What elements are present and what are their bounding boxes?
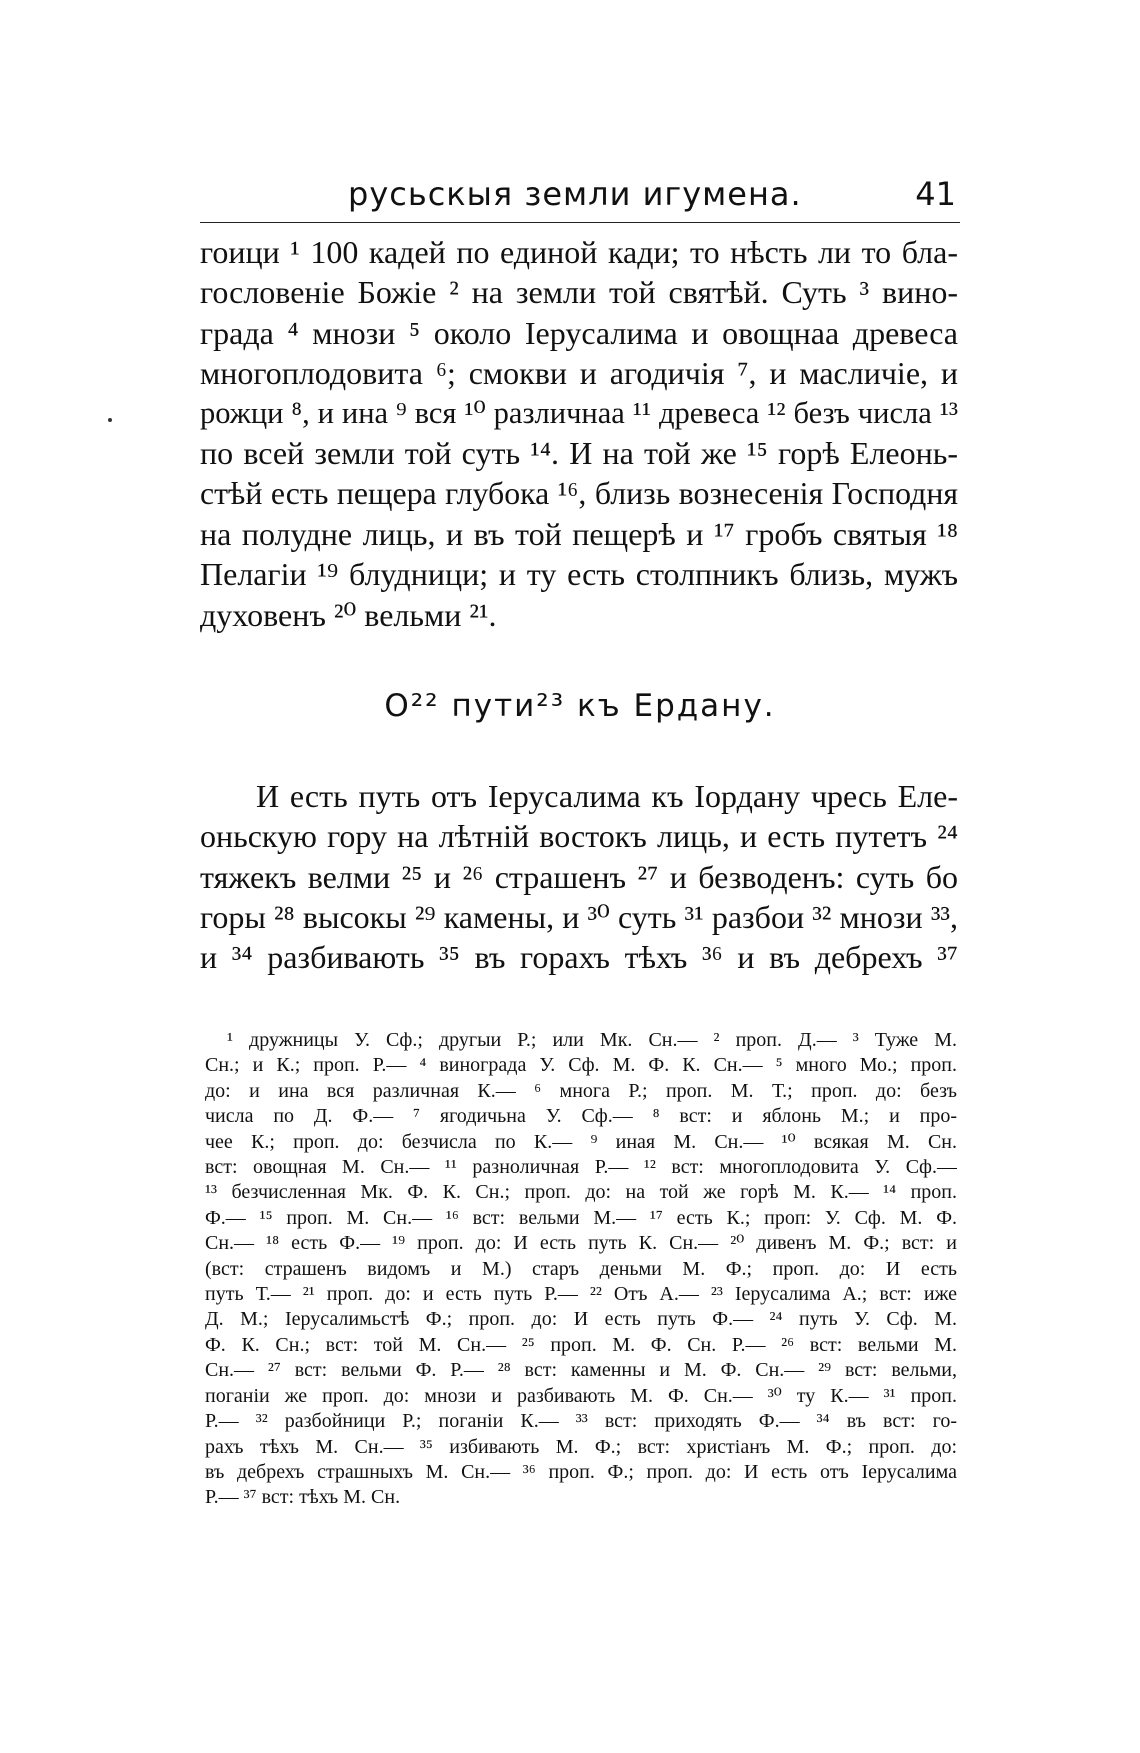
paragraph-2 [200, 776, 958, 977]
footnote-line: Сн.— ²⁷ вст: вельми Ф. Р.— ²⁸ вст: каменны и М. Ф. Сн.— ²⁹ вст: вельми, [205, 1359, 957, 1382]
text-line: горы ²⁸ высокы ²⁹ камены, и ³⁰ суть ³¹ разбои ³² мнози ³³, [200, 898, 958, 935]
running-header [200, 172, 960, 224]
running-title: русьскыя земли игумена. [348, 175, 802, 213]
paragraph-1 [200, 232, 958, 635]
footnote-line: Ф.— ¹⁵ проп. М. Сн.— ¹⁶ вст: вельми М.— ¹⁷ есть К.; проп: У. Сф. М. Ф. [205, 1206, 957, 1229]
footnote-line: путь Т.— ²¹ проп. до: и есть путь Р.— ²² Отъ А.— ²³ Іерусалима А.; вст: иже [205, 1283, 957, 1306]
footnote-line: до: и ина вся различная К.— ⁶ многа Р.; проп. М. Т.; проп. до: безъ [205, 1079, 957, 1102]
footnote-line: ¹³ безчисленная Мк. Ф. К. Сн.; проп. до: на той же горѣ М. К.— ¹⁴ проп. [205, 1181, 957, 1204]
footnote-line: поганіи же проп. до: мнози и разбивають М. Ф. Сн.— ³⁰ ту К.— ³¹ проп. [205, 1384, 957, 1407]
footnote-line: Р.— ³⁷ вст: тѣхъ М. Сн. [205, 1486, 401, 1509]
text-line: Пелагіи ¹⁹ блудници; и ту есть столпникъ близь, мужъ [200, 556, 958, 593]
footnotes [205, 1028, 957, 1511]
section-heading: О²² пути²³ къ Ердану. [384, 688, 776, 724]
header-rule [200, 222, 960, 223]
text-line: стѣй есть пещера глубока ¹⁶, близь вознесенія Господня [200, 475, 958, 511]
footnote-line: Р.— ³² разбойници Р.; поганіи К.— ³³ вст: приходять Ф.— ³⁴ въ вст: го- [205, 1410, 957, 1433]
text-line: духовенъ ²⁰ вельми ²¹. [200, 596, 497, 633]
footnote-line: (вст: страшенъ видомъ и М.) старъ деньми М. Ф.; проп. до: И есть [205, 1257, 957, 1280]
text-line: рожци ⁸, и ина ⁹ вся ¹⁰ различнаа ¹¹ древеса ¹² безъ числа ¹³ [200, 396, 958, 431]
text-line: града ⁴ мнози ⁵ около Іерусалима и овощнаа древеса [200, 314, 958, 351]
footnote-line: Сн.; и К.; проп. Р.— ⁴ винограда У. Сф. М. Ф. К. Сн.— ⁵ много Мо.; проп. [205, 1054, 957, 1077]
text-line: гословеніе Божіе ² на земли той святѣй. Суть ³ вино- [200, 274, 958, 311]
footnote-line: числа по Д. Ф.— ⁷ ягодичьна У. Сф.— ⁸ вст: и яблонь М.; и про- [205, 1105, 957, 1128]
text-line: многоплодовита ⁶; смокви и агодичія ⁷, и масличіе, и [200, 354, 958, 391]
text-line: гоици ¹ 100 кадей по единой кади; то нѣсть ли то бла- [200, 234, 958, 270]
text-line: оньскую гору на лѣтній востокъ лиць, и есть путетъ ²⁴ [200, 818, 958, 855]
text-line: на полудне лиць, и въ той пещерѣ и ¹⁷ гробъ святыя ¹⁸ [200, 516, 958, 553]
footnote-line: Сн.— ¹⁸ есть Ф.— ¹⁹ проп. до: И есть путь К. Сн.— ²⁰ дивенъ М. Ф.; вст: и [205, 1232, 957, 1255]
footnote-line: рахъ тѣхъ М. Сн.— ³⁵ избивають М. Ф.; вст: христіанъ М. Ф.; проп. до: [205, 1435, 957, 1458]
margin-dot [108, 418, 112, 422]
text-line: И есть путь отъ Іерусалима къ Іордану чресь Еле- [256, 778, 958, 814]
page-number: 41 [915, 175, 956, 213]
footnote-line: вст: овощная М. Сн.— ¹¹ разноличная Р.— ¹² вст: многоплодовита У. Сф.— [205, 1156, 957, 1179]
footnote-line: Д. М.; Іерусалимьстѣ Ф.; проп. до: И есть путь Ф.— ²⁴ путь У. Сф. М. [205, 1308, 957, 1331]
footnote-line: въ дебрехъ страшныхъ М. Сн.— ³⁶ проп. Ф.; проп. до: И есть отъ Іерусалима [205, 1460, 957, 1483]
footnote-line: ¹ дружницы У. Сф.; другыи Р.; или Мк. Сн.— ² проп. Д.— ³ Туже М. [227, 1029, 957, 1051]
text-line: тяжекъ велми ²⁵ и ²⁶ страшенъ ²⁷ и безводенъ: суть бо [200, 858, 958, 895]
text-line: и ³⁴ разбивають ³⁵ въ горахъ тѣхъ ³⁶ и въ дебрехъ ³⁷ [200, 939, 958, 976]
footnote-line: чее К.; проп. до: безчисла по К.— ⁹ иная М. Сн.— ¹⁰ всякая М. Сн. [205, 1130, 957, 1153]
footnote-line: Ф. К. Сн.; вст: той М. Сн.— ²⁵ проп. М. Ф. Сн. Р.— ²⁶ вст: вельми М. [205, 1333, 957, 1356]
text-line: по всей земли той суть ¹⁴. И на той же ¹⁵ горѣ Елеонь- [200, 435, 958, 472]
